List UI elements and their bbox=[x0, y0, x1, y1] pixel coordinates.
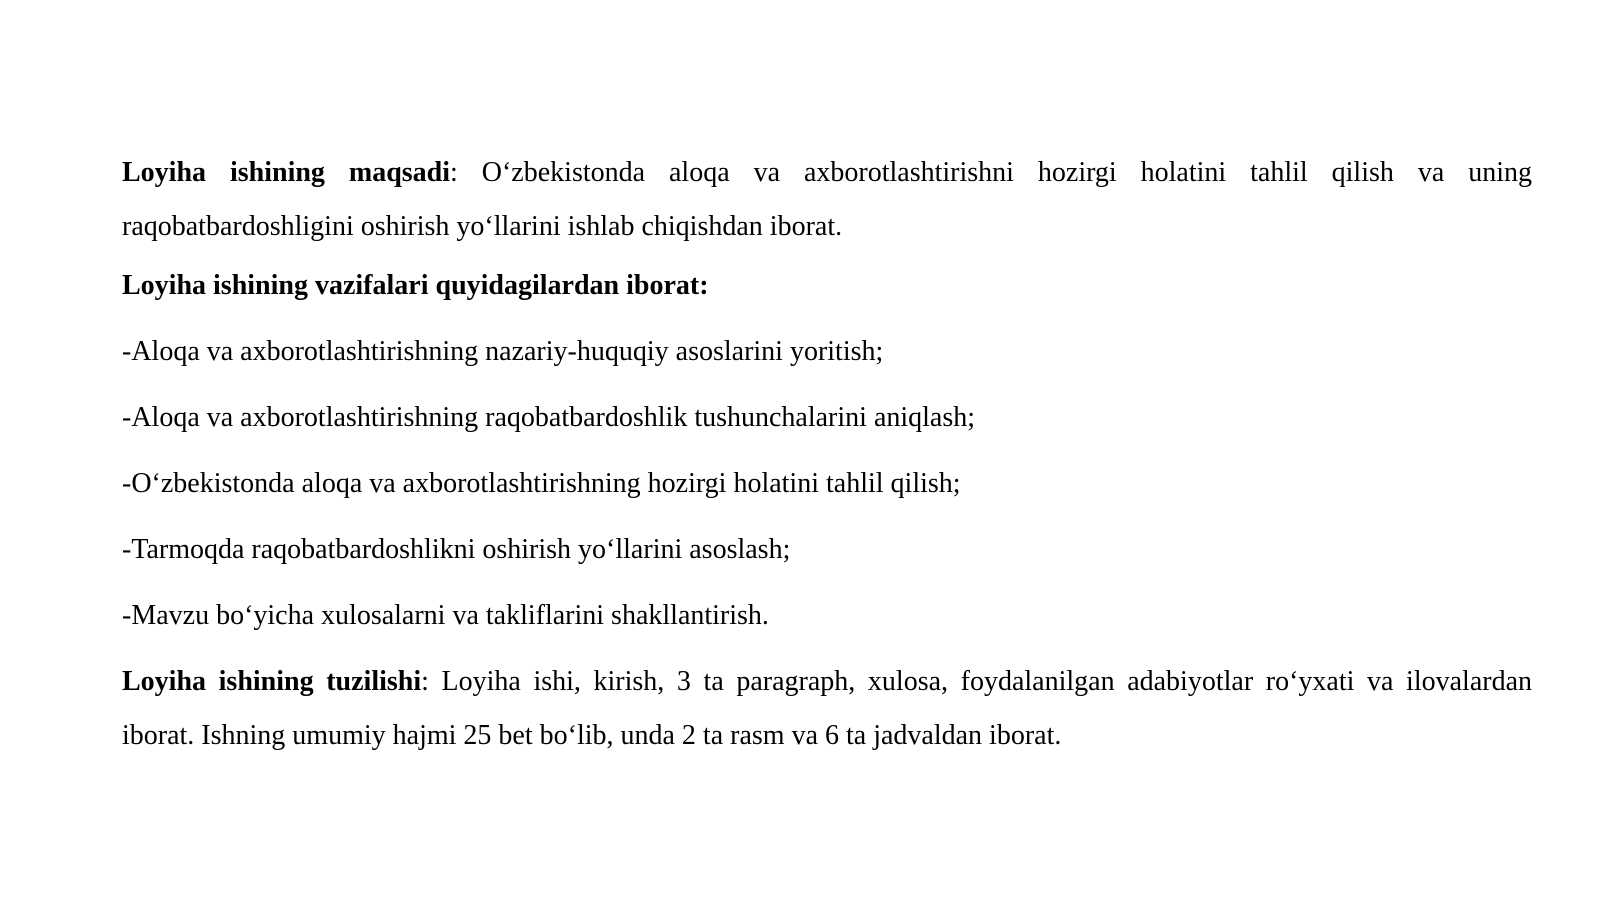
task-item: -O‘zbekistonda aloqa va axborotlashtirishning hozirgi holatini tahlil qilish; bbox=[122, 468, 961, 499]
document-body bbox=[122, 146, 1532, 763]
structure-text: Loyiha ishi, kirish, 3 ta paragraph, xulosa, foydalanilgan adabiyotlar ro‘yxati va ilovalardan iborat. Ishning umumiy hajmi 25 bet bo‘lib, unda 2 ta rasm va 6 ta jadvaldan iborat. bbox=[122, 666, 1532, 751]
task-item: -Mavzu bo‘yicha xulosalarni va takliflarini shakllantirish. bbox=[122, 600, 769, 631]
structure-paragraph bbox=[122, 655, 1532, 763]
task-item: -Tarmoqda raqobatbardoshlikni oshirish yo‘llarini asoslash; bbox=[122, 534, 791, 565]
aim-separator: : bbox=[450, 157, 458, 188]
aim-text: O‘zbekistonda aloqa va axborotlashtirishni hozirgi holatini tahlil qilish va uning raqobatbardoshligini oshirish yo‘llarini ishlab chiqishdan iborat. bbox=[122, 157, 1532, 242]
aim-label: Loyiha ishining maqsadi bbox=[122, 157, 451, 188]
structure-separator: : bbox=[421, 666, 429, 697]
task-item: -Aloqa va axborotlashtirishning nazariy-huquqiy asoslarini yoritish; bbox=[122, 336, 884, 367]
tasks-heading: Loyiha ishining vazifalari quyidagilardan iborat: bbox=[122, 270, 709, 301]
aim-paragraph bbox=[122, 146, 1532, 254]
task-item: -Aloqa va axborotlashtirishning raqobatbardoshlik tushunchalarini aniqlash; bbox=[122, 402, 976, 433]
structure-label: Loyiha ishining tuzilishi bbox=[122, 666, 422, 697]
